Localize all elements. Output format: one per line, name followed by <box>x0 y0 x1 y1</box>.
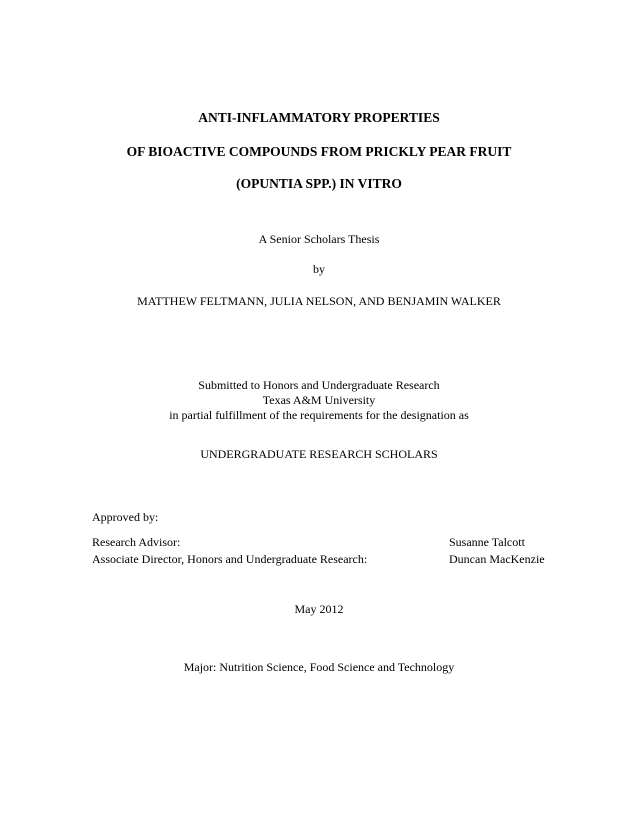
associate-director-name: Duncan MacKenzie <box>449 552 545 566</box>
approved-by-heading: Approved by: <box>92 510 159 524</box>
by-label: by <box>313 262 325 276</box>
major: Major: Nutrition Science, Food Science and Technology <box>183 660 455 674</box>
submission-line-1: Submitted to Honors and Undergraduate Research <box>198 378 440 392</box>
thesis-title-line-2: OF BIOACTIVE COMPOUNDS FROM PRICKLY PEAR FRUIT <box>126 144 512 159</box>
authors: MATTHEW FELTMANN, JULIA NELSON, AND BENJAMIN WALKER <box>137 294 501 308</box>
research-advisor-label: Research Advisor: <box>92 535 181 549</box>
thesis-title-line-3: (OPUNTIA SPP.) IN VITRO <box>236 176 402 191</box>
research-advisor-name: Susanne Talcott <box>449 535 525 549</box>
thesis-title-line-1: ANTI-INFLAMMATORY PROPERTIES <box>198 110 440 125</box>
thesis-type: A Senior Scholars Thesis <box>258 232 380 246</box>
submission-line-3: in partial fulfillment of the requirements for the designation as <box>169 408 469 422</box>
submission-date: May 2012 <box>294 602 344 616</box>
submission-line-2: Texas A&M University <box>262 393 376 407</box>
associate-director-label: Associate Director, Honors and Undergraduate Research: <box>92 552 368 566</box>
designation: UNDERGRADUATE RESEARCH SCHOLARS <box>200 447 438 461</box>
